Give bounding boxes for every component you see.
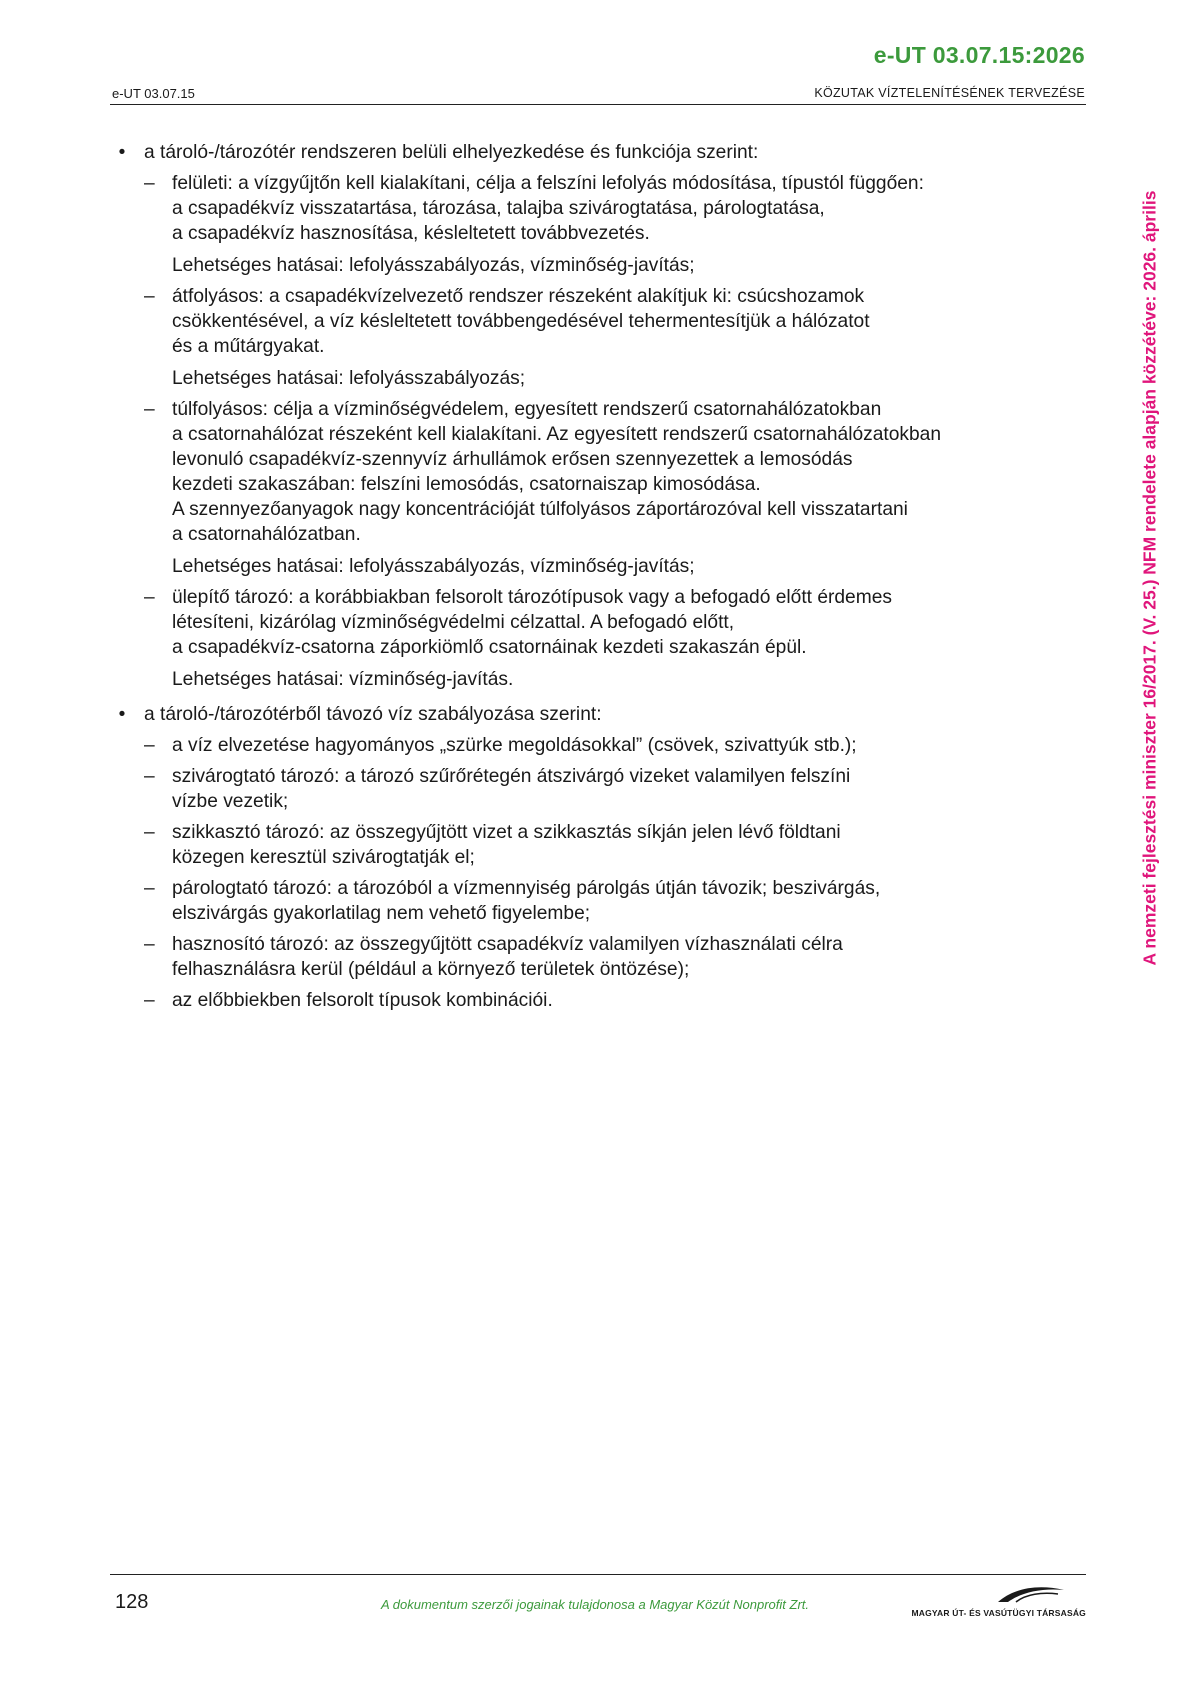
page-number: 128 — [115, 1591, 149, 1613]
item-line: vízbe vezetik; — [172, 791, 289, 812]
item-line: elszivárgás gyakorlatilag nem vehető figyelembe; — [172, 903, 591, 924]
item-line: a csapadékvíz hasznosítása, késleltetett továbbvezetés. — [172, 223, 650, 244]
bullet-section — [112, 702, 1072, 727]
item-effect: Lehetséges hatásai: vízminőség-javítás. — [172, 669, 514, 690]
list-item — [112, 988, 1072, 1013]
dash-icon: – — [144, 735, 155, 756]
dash-icon: – — [144, 587, 155, 608]
bullet-icon: • — [118, 142, 126, 163]
copyright-notice: A dokumentum szerzői jogainak tulajdonosa a Magyar Közút Nonprofit Zrt. — [380, 1597, 809, 1612]
list-item — [112, 764, 1072, 814]
dash-icon: – — [144, 878, 155, 899]
header-left-code: e-UT 03.07.15 — [112, 86, 195, 101]
list-item — [112, 932, 1072, 982]
dash-icon: – — [144, 286, 155, 307]
list-item — [112, 733, 1072, 758]
section-title: a tároló-/tározótér rendszeren belüli elhelyezkedése és funkciója szerint: — [144, 142, 759, 163]
header-divider — [110, 104, 1086, 105]
bullet-icon: • — [118, 704, 126, 725]
dash-icon: – — [144, 766, 155, 787]
bullet-section — [112, 140, 1072, 165]
list-item — [112, 820, 1072, 870]
publisher-logo — [908, 1584, 1086, 1618]
logo-text: MAGYAR ÚT- ÉS VASÚTÜGYI TÁRSASÁG — [911, 1608, 1086, 1618]
item-line: a csapadékvíz-csatorna záporkiömlő csatornáinak kezdeti szakaszán épül. — [172, 637, 807, 658]
list-item — [112, 284, 1072, 391]
list-item — [112, 876, 1072, 926]
dash-icon: – — [144, 990, 155, 1011]
item-line: ülepítő tározó: a korábbiakban felsorolt tározótípusok vagy a befogadó előtt érdemes — [172, 587, 892, 608]
item-line: felületi: a vízgyűjtőn kell kialakítani, célja a felszíni lefolyás módosítása, típustól függően: — [172, 173, 924, 194]
item-effect: Lehetséges hatásai: lefolyásszabályozás; — [172, 368, 526, 389]
item-line: a csatornahálózatban. — [172, 524, 361, 545]
footer-divider — [110, 1574, 1086, 1575]
item-line: kezdeti szakaszában: felszíni lemosódás, csatornaiszap kimosódása. — [172, 474, 761, 495]
dash-icon: – — [144, 173, 155, 194]
item-line: A szennyezőanyagok nagy koncentrációját túlfolyásos záportározóval kell visszatartani — [172, 499, 908, 520]
publication-side-note: A nemzeti fejlesztési miniszter 16/2017. (V. 25.) NFM rendelete alapján közzétéve: 2026. április — [1139, 190, 1160, 966]
item-line: csökkentésével, a víz késleltetett továbbengedésével tehermentesítjük a hálózatot — [172, 311, 870, 332]
item-line: a csapadékvíz visszatartása, tározása, talajba szivárogtatása, párologtatása, — [172, 198, 825, 219]
item-line: levonuló csapadékvíz-szennyvíz árhullámok erősen szennyezettek a lemosódás — [172, 449, 853, 470]
item-line: párologtató tározó: a tározóból a vízmennyiség párolgás útján távozik; beszivárgás, — [172, 878, 881, 899]
document-code: e-UT 03.07.15:2026 — [873, 42, 1085, 68]
dash-icon: – — [144, 934, 155, 955]
item-line: és a műtárgyakat. — [172, 336, 325, 357]
item-effect: Lehetséges hatásai: lefolyásszabályozás, vízminőség-javítás; — [172, 556, 695, 577]
item-line: átfolyásos: a csapadékvízelvezető rendszer részeként alakítjuk ki: csúcshozamok — [172, 286, 865, 307]
item-line: felhasználásra kerül (például a környező területek öntözése); — [172, 959, 690, 980]
item-line: az előbbiekben felsorolt típusok kombinációi. — [172, 990, 553, 1011]
section-title: a tároló-/tározótérből távozó víz szabályozása szerint: — [144, 704, 602, 725]
item-line: hasznosító tározó: az összegyűjtött csapadékvíz valamilyen vízhasználati célra — [172, 934, 843, 955]
dash-icon: – — [144, 822, 155, 843]
item-line: közegen keresztül szivárogtatják el; — [172, 847, 475, 868]
item-line: szikkasztó tározó: az összegyűjtött vizet a szikkasztás síkján jelen lévő földtani — [172, 822, 841, 843]
item-effect: Lehetséges hatásai: lefolyásszabályozás, vízminőség-javítás; — [172, 255, 695, 276]
item-line: szivárogtató tározó: a tározó szűrőrétegén átszivárgó vizeket valamilyen felszíni — [172, 766, 851, 787]
list-item — [112, 397, 1072, 579]
dash-icon: – — [144, 399, 155, 420]
list-item — [112, 585, 1072, 692]
item-line: a víz elvezetése hagyományos „szürke megoldásokkal” (csövek, szivattyúk stb.); — [172, 735, 857, 756]
item-line: túlfolyásos: célja a vízminőségvédelem, egyesített rendszerű csatornahálózatokban — [172, 399, 882, 420]
item-line: létesíteni, kizárólag vízminőségvédelmi célzattal. A befogadó előtt, — [172, 612, 735, 633]
item-line: a csatornahálózat részeként kell kialakítani. Az egyesített rendszerű csatornahálózatokban — [172, 424, 942, 445]
header-title: KÖZUTAK VÍZTELENÍTÉSÉNEK TERVEZÉSE — [814, 86, 1085, 100]
list-item — [112, 171, 1072, 278]
main-content — [112, 140, 1072, 1013]
road-swoosh-icon — [996, 1584, 1066, 1604]
